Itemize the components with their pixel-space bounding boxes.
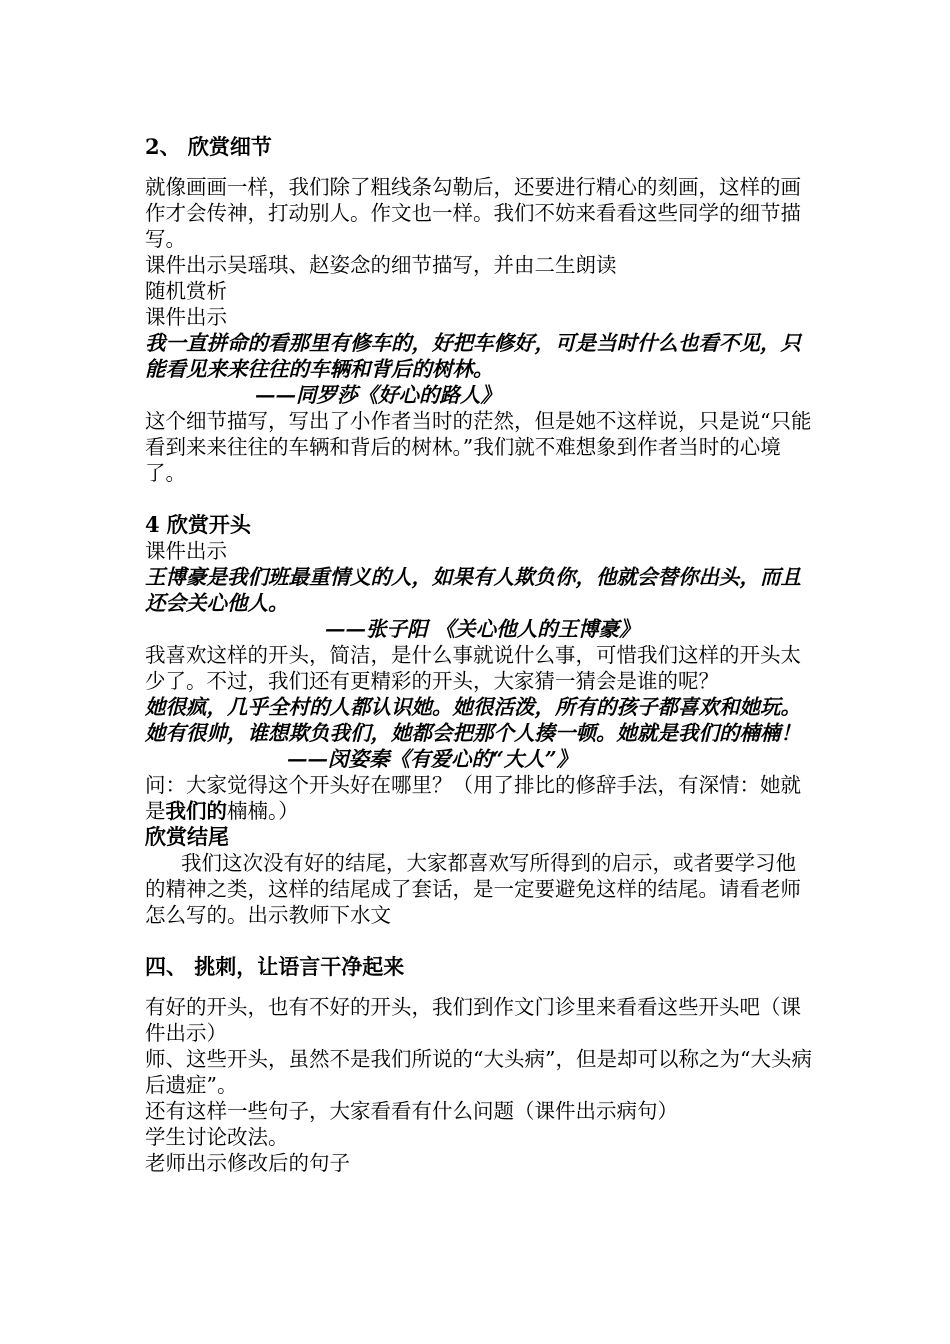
text-line: 课件出示吴瑶琪、赵姿念的细节描写，并由二生朗读 <box>145 253 617 277</box>
text-line: 师、这些开头，虽然不是我们所说的“大头病”，但是却可以称之为“大头病后遗症”。 <box>145 1047 812 1097</box>
question-text: 问：大家觉得这个开头好在哪里？（用了排比的修辞手法，有深情：她就是 <box>145 773 801 823</box>
paragraph-comment: 这个细节描写，写出了小作者当时的茫然，但是她不这样说，只是说“只能看到来来往往的车辆和背后的树林。”我们就不难想象到作者当时的心境了。 <box>145 409 812 485</box>
citation: ——同罗莎《好心的路人》 <box>255 383 501 407</box>
document-page <box>145 134 815 1176</box>
heading-appreciate-details: 2、 欣赏细节 <box>145 134 272 159</box>
text-line: 还有这样一些句子，大家看看有什么问题（课件出示病句） <box>145 1099 678 1123</box>
heading-section-four: 四、 挑刺，让语言干净起来 <box>145 954 405 979</box>
quote-opening-1: 王博豪是我们班最重情义的人，如果有人欺负你，他就会替你出头，而且还会关心他人。 <box>145 565 801 615</box>
heading-appreciate-opening: 4 欣赏开头 <box>145 512 251 537</box>
text-line: 有好的开头，也有不好的开头，我们到作文门诊里来看看这些开头吧（课件出示） <box>145 995 801 1045</box>
question-text-end: 楠楠。） <box>227 799 299 823</box>
quote-detail: 我一直拼命的看那里有修车的，好把车修好，可是当时什么也看不见，只能看见来来往往的车辆和背后的树林。 <box>145 331 801 381</box>
heading-appreciate-ending: 欣赏结尾 <box>145 824 229 849</box>
spacer <box>145 486 815 512</box>
text-line: 课件出示 <box>145 539 227 563</box>
spacer <box>145 980 815 994</box>
text-line: 随机赏析 <box>145 279 227 303</box>
spacer <box>145 160 815 174</box>
text-line: 老师出示修改后的句子 <box>145 1151 350 1175</box>
text-line: 学生讨论改法。 <box>145 1125 289 1149</box>
text-line: 课件出示 <box>145 305 227 329</box>
quote-opening-2: 她很疯，几乎全村的人都认识她。她很活泼，所有的孩子都喜欢和她玩。她有很帅，谁想欺负我们，她都会把那个人揍一顿。她就是我们的楠楠！ <box>145 695 801 745</box>
question-emphasis: 我们的 <box>165 799 227 823</box>
paragraph-comment: 我喜欢这样的开头，简洁，是什么事就说什么事，可惜我们这样的开头太少了。不过，我们还有更精彩的开头，大家猜一猜会是谁的呢？ <box>145 643 801 693</box>
paragraph-ending: 我们这次没有好的结尾，大家都喜欢写所得到的启示，或者要学习他的精神之类，这样的结尾成了套话，是一定要避免这样的结尾。请看老师怎么写的。出示教师下水文 <box>145 851 801 927</box>
citation: ——张子阳 《关心他人的王博豪》 <box>325 617 640 641</box>
paragraph-intro: 就像画画一样，我们除了粗线条勾勒后，还要进行精心的刻画，这样的画作才会传神，打动别人。作文也一样。我们不妨来看看这些同学的细节描写。 <box>145 175 801 251</box>
spacer <box>145 928 815 954</box>
paragraph-question <box>145 772 815 824</box>
citation: ——闵姿秦《有爱心的“大人”》 <box>287 747 578 771</box>
